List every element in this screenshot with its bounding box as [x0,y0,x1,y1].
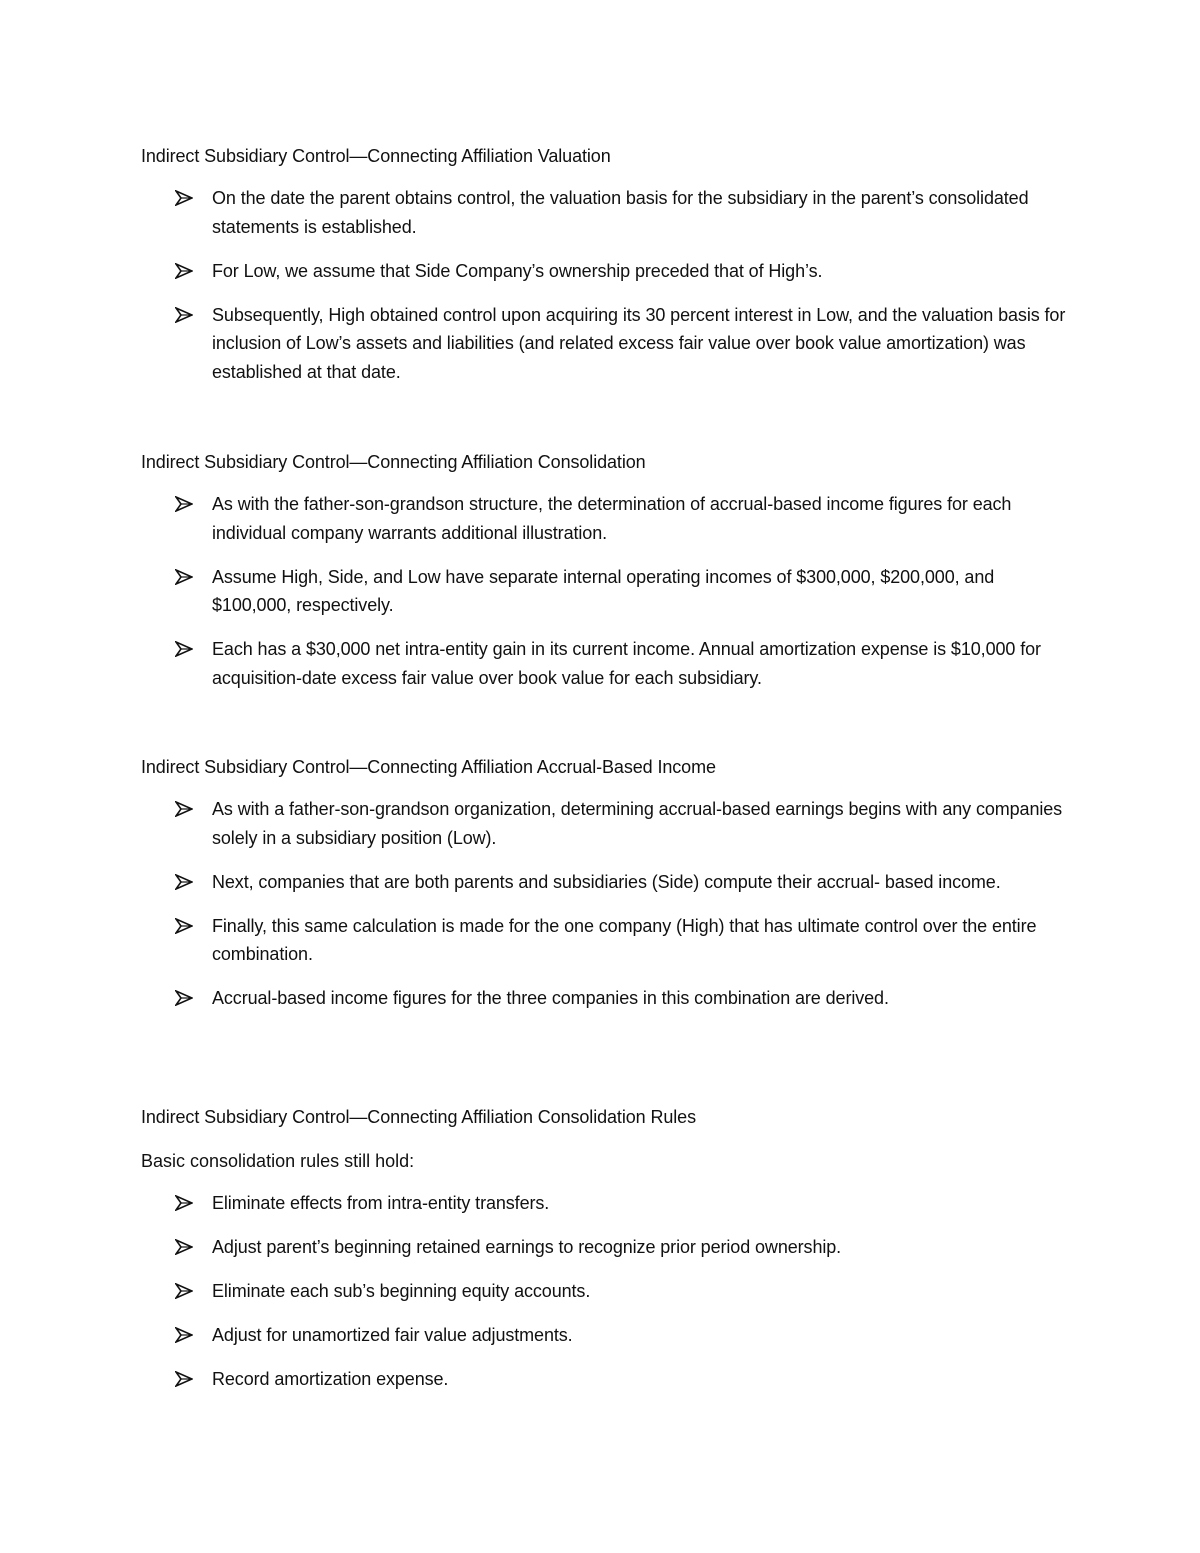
bullet-item [141,1321,1071,1350]
section-consolidation-rules [141,1103,1071,1394]
bullet-text: Accrual-based income figures for the three companies in this combination are derived. [212,988,889,1008]
bullet-item [141,184,1071,241]
bullet-text: Each has a $30,000 net intra-entity gain in its current income. Annual amortization expense is $10,000 for acquisition-date excess fair value over book value for each subsidiary. [212,639,1041,688]
bullet-text: Adjust parent’s beginning retained earnings to recognize prior period ownership. [212,1237,842,1257]
arrowhead-bullet-icon [175,990,193,1006]
arrowhead-bullet-icon [175,190,193,206]
bullet-item [141,1189,1071,1218]
bullet-text: Finally, this same calculation is made for the one company (High) that has ultimate control over the entire combination. [212,915,1037,964]
bullet-list [141,184,1071,386]
section-heading: Indirect Subsidiary Control—Connecting Affiliation Consolidation [141,452,646,472]
arrowhead-bullet-icon [175,874,193,890]
bullet-item [141,563,1071,620]
arrowhead-bullet-icon [175,1327,193,1343]
bullet-list [141,1189,1071,1394]
bullet-item [141,795,1071,852]
arrowhead-bullet-icon [175,801,193,817]
bullet-list [141,795,1071,1013]
bullet-item [141,635,1071,692]
section-accrual-based-income [141,753,1071,1013]
bullet-text: Eliminate each sub’s beginning equity accounts. [212,1281,591,1301]
bullet-text: Eliminate effects from intra-entity transfers. [212,1193,550,1213]
arrowhead-bullet-icon [175,1239,193,1255]
section-consolidation [141,448,1071,692]
arrowhead-bullet-icon [175,307,193,323]
section-heading: Indirect Subsidiary Control—Connecting Affiliation Accrual-Based Income [141,757,716,777]
section-intro: Basic consolidation rules still hold: [141,1151,415,1171]
bullet-item [141,490,1071,547]
arrowhead-bullet-icon [175,1371,193,1387]
arrowhead-bullet-icon [175,496,193,512]
arrowhead-bullet-icon [175,1283,193,1299]
bullet-text: On the date the parent obtains control, the valuation basis for the subsidiary in the parent’s consolidated statements is established. [212,188,1029,237]
bullet-text: For Low, we assume that Side Company’s ownership preceded that of High’s. [212,260,823,281]
bullet-item [141,1365,1071,1394]
section-heading: Indirect Subsidiary Control—Connecting Affiliation Valuation [141,146,611,166]
bullet-item [141,1233,1071,1262]
bullet-text: As with a father-son-grandson organization, determining accrual-based earnings begins with any companies solely in a subsidiary position (Low). [212,799,1063,848]
arrowhead-bullet-icon [175,569,193,585]
section-valuation [141,142,1071,386]
bullet-item [141,301,1071,387]
bullet-text: Adjust for unamortized fair value adjustments. [212,1325,573,1345]
arrowhead-bullet-icon [175,641,193,657]
bullet-text: Next, companies that are both parents and subsidiaries (Side) compute their accrual- based income. [212,871,1001,892]
bullet-text: Subsequently, High obtained control upon acquiring its 30 percent interest in Low, and the valuation basis for inclusion of Low’s assets and liabilities (and related excess fair value over book value amortization) was established at that date. [212,304,1066,382]
arrowhead-bullet-icon [175,918,193,934]
bullet-item [141,912,1071,969]
arrowhead-bullet-icon [175,263,193,279]
bullet-item [141,984,1071,1013]
bullet-item [141,868,1071,897]
bullet-item [141,257,1071,286]
bullet-text: Assume High, Side, and Low have separate internal operating incomes of $300,000, $200,000, and $100,000, respectively. [212,566,995,615]
bullet-text: As with the father-son-grandson structure, the determination of accrual-based income figures for each individual company warrants additional illustration. [212,494,1012,543]
bullet-item [141,1277,1071,1306]
bullet-list [141,490,1071,692]
section-heading: Indirect Subsidiary Control—Connecting Affiliation Consolidation Rules [141,1107,696,1127]
arrowhead-bullet-icon [175,1195,193,1211]
bullet-text: Record amortization expense. [212,1369,449,1389]
